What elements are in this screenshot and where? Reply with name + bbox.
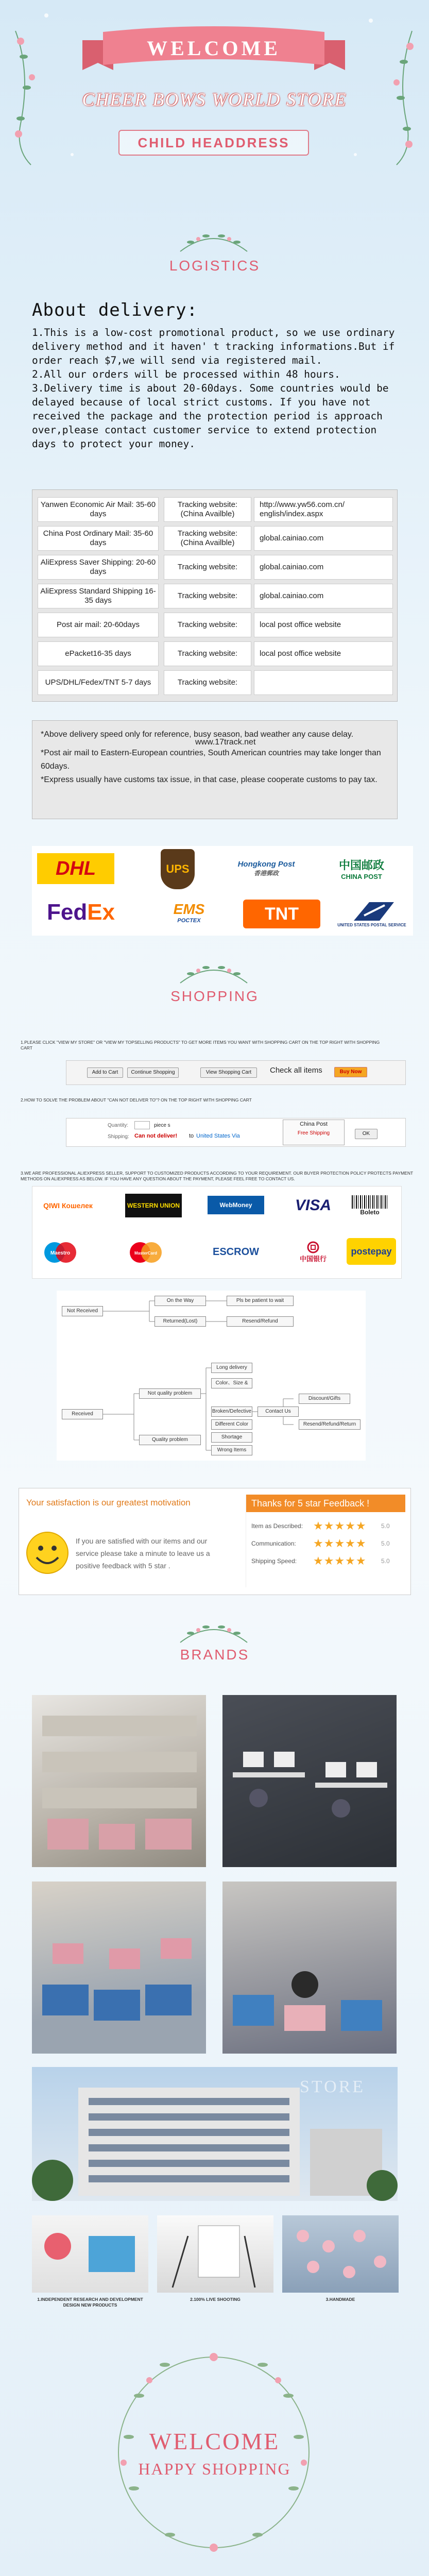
store-watermark: STORE [300,2077,366,2096]
hkpost-cn: 香港郵政 [253,870,279,877]
usps-text: UNITED STATES POSTAL SERVICE [337,922,406,927]
five-star-icon: ★★★★★ [313,1537,367,1550]
tracking-site[interactable]: local post office website [254,613,393,637]
carrier-logos [32,846,413,936]
mastercard-text: MasterCard [134,1251,158,1256]
tracking-site[interactable]: global.cainiao.com [254,584,393,608]
live-shooting-photo [157,2215,273,2293]
tracking-site[interactable]: global.cainiao.com [254,555,393,580]
escrow-logo-icon: ESCROW [213,1246,259,1258]
rating-row [246,1519,405,1535]
chinapost-cn: 中国邮政 [338,859,384,872]
fedex-ex: Ex [87,900,115,925]
shipping-row [38,555,393,580]
flow-discount-gifts: Discount/Gifts [299,1394,350,1404]
tracking-site[interactable]: http://www.yw56.com.cn/ english/index.aspx [254,497,393,522]
delivery-check-bar [66,1118,406,1147]
tracking-label: Tracking website: [164,613,251,637]
tnt-logo-icon: TNT [243,900,320,928]
western-union-logo-icon: WESTERN UNION [125,1194,182,1217]
note-1: *Above delivery speed only for reference, busy season, bad weather any cause delay. [41,730,354,739]
flow-please-wait: Pls be patient to wait [227,1296,294,1306]
shipping-method: AliExpress Saver Shipping: 20-60 days [38,555,159,580]
tracking-link[interactable]: www.17track.net [195,738,256,747]
rating-score: 5.0 [381,1540,390,1547]
office-photo [222,1695,397,1867]
tracking-site[interactable] [254,670,393,695]
ok-button[interactable]: OK [355,1129,377,1139]
workshop-photo-1 [32,1882,206,2054]
check-all-items-text: Check all items [270,1066,322,1075]
quantity-label: Quantity: [108,1123,129,1128]
buy-now-button[interactable]: Buy Now [334,1067,367,1077]
hongkong-post-logo-icon [228,854,305,883]
hkpost-name: Hongkong Post [237,860,295,869]
satisfaction-body: If you are satisfied with our items and our service please take a minute to leave us a positive feedback with 5 star . [76,1537,210,1570]
to-label: to [189,1133,194,1139]
flow-wrong-items: Wrong Items [211,1445,252,1455]
chinapost-en: CHINA POST [341,873,382,880]
rating-score: 5.0 [381,1557,390,1565]
welcome-banner-text: WELCOME [147,37,281,60]
shopping-step-3: 3.WE ARE PROFESSIONAL ALIEXPRESS SELLER, SUPPORT TO CUSTOMIZED PRODUCTS ACCORDING TO YOUR REQUIREMENT. OUR BUYER PROTECTION POLICY PROTECTS PAYMENT METHODS ON ALIEXPRESS AS BELOW. IF YOU HAVE ANY QUESTION ABOUT THE PAYMENT, PLEASE FEEL FREE TO CONTACT US. [21,1171,414,1181]
shipping-method: Post air mail: 20-60days [38,613,159,637]
note-2: *Post air mail to Eastern-European countries, South American countries may take longer than 60days. [41,749,381,771]
tracking-label: Tracking website: [164,555,251,580]
handmade-photo [282,2215,399,2293]
flow-received: Received [62,1409,103,1419]
bank-of-china-logo-icon [285,1240,341,1264]
boc-text: 中国银行 [299,1255,327,1263]
boleto-text: Boleto [360,1209,380,1216]
free-shipping-text: Free Shipping [297,1130,330,1136]
cannot-deliver-text: Can not deliver! [134,1133,178,1139]
quantity-input[interactable] [134,1121,150,1129]
shipping-method: ePacket16-35 days [38,641,159,666]
tracking-site[interactable]: global.cainiao.com [254,526,393,551]
tracking-label: Tracking website: [164,641,251,666]
flow-not-quality: Not quality problem [139,1388,201,1399]
rating-label: Shipping Speed: [251,1557,297,1565]
after-sales-flowchart [57,1291,366,1461]
add-to-cart-button[interactable]: Add to Cart [87,1067,123,1078]
shopping-title: SHOPPING [170,988,259,1004]
about-delivery-text: 1.This is a low-cost promotional product, so we use ordinary delivery method and it haven' t tracking informations.But if order reach $7,we will send via registered mail. 2.All our orders will be processed within 48 hours. 3.Delivery time is about 20-60days. Some countries would be delayed because of local strict customs. If you have not received the package and the protection period is approach over,please contact customer service to extend protection days to protect your money. [32,327,395,450]
shipping-row [38,641,393,666]
tracking-site[interactable]: local post office website [254,641,393,666]
shipping-methods-table [32,489,398,702]
warehouse-photo [32,1695,206,1867]
factory-building-photo [32,2067,398,2201]
ups-logo-icon: UPS [161,849,195,889]
country-select[interactable]: United States Via [196,1133,240,1139]
shipping-method: Yanwen Economic Air Mail: 35-60 days [38,497,159,522]
flow-broken: Broken/Defective [211,1406,252,1417]
footer-welcome: WELCOME [149,2428,280,2454]
flow-different-color: Different Color [211,1419,252,1430]
footer-happy-shopping: HAPPY SHOPPING [138,2460,291,2478]
logistics-title: LOGISTICS [169,258,261,274]
delivery-notes [32,720,398,819]
tracking-label: Tracking website: [164,670,251,695]
qiwi-logo-icon: QIWI Кошелек [43,1201,93,1210]
about-delivery-heading: About delivery: [32,300,198,320]
dhl-logo-icon: DHL [37,853,114,884]
rating-label: Communication: [251,1540,296,1547]
china-post-logo-icon [320,854,403,883]
flow-on-the-way: On the Way [155,1296,206,1306]
subtitle-pill: CHILD HEADDRESS [118,130,309,156]
flow-not-received: Not Received [62,1306,103,1316]
webmoney-logo-icon: WebMoney [208,1196,264,1214]
flow-returned-lost: Returned(Lost) [155,1316,206,1327]
shipping-method: AliExpress Standard Shipping 16-35 days [38,584,159,608]
ems-text: EMS [173,901,205,917]
shipping-row [38,497,393,522]
maestro-logo-icon [40,1238,81,1267]
ems-logo-icon [145,900,233,925]
rating-row [246,1554,405,1570]
design-photo [32,2215,148,2293]
feedback-banner [19,1488,411,1595]
note-3: *Express usually have customs tax issue, in that case, please cooperate customs to pay tax. [41,775,377,784]
view-cart-button[interactable]: View Shopping Cart [200,1067,257,1078]
shopping-step-1: 1.PLEASE CLICK "VIEW MY STORE" OR "VIEW MY TOPSELLING PRODUCTS" TO GET MORE ITEMS YOU WANT WITH SHOPPING CART ON THE TOP RIGHT WITH SHOPPING CART [21,1040,380,1050]
maestro-text: Maestro [50,1250,71,1256]
welcome-ribbon [82,25,345,70]
smiley-face-icon [24,1530,71,1576]
caption-live-shooting: 2.100% LIVE SHOOTING [190,2297,241,2302]
five-star-icon: ★★★★★ [313,1519,367,1532]
continue-shopping-button[interactable]: Continue Shopping [127,1067,179,1078]
rating-score: 5.0 [381,1522,390,1530]
tracking-label: Tracking website: (China Availble) [164,497,251,522]
shipping-row [38,613,393,637]
flow-resend-refund: Resend/Refund [227,1316,294,1327]
shipping-label: Shipping: [108,1134,129,1140]
shipping-method: UPS/DHL/Fedex/TNT 5-7 days [38,670,159,695]
usps-logo-icon [336,895,408,931]
flow-long-delivery: Long delivery [211,1363,252,1373]
tracking-label: Tracking website: (China Availble) [164,526,251,551]
flow-color-size: Color、Size & [211,1378,252,1388]
shipping-method: China Post Ordinary Mail: 35-60 days [38,526,159,551]
flow-shortage: Shortage [211,1432,252,1443]
five-star-icon: ★★★★★ [313,1554,367,1567]
satisfaction-title: Your satisfaction is our greatest motivation [26,1498,191,1507]
visa-logo-icon: VISA [295,1197,332,1214]
thanks-banner: Thanks for 5 star Feedback ! [246,1495,405,1512]
brands-title: BRANDS [180,1647,250,1663]
piece-label: piece s [154,1123,170,1128]
china-post-option: China Post [300,1121,328,1127]
shipping-option-box[interactable] [283,1120,345,1145]
caption-design: 1.INDEPENDENT RESEARCH AND DEVELOPMENT DESIGN NEW PRODUCTS [37,2297,143,2308]
tracking-label: Tracking website: [164,584,251,608]
flow-resend-refund-return: Resend/Refund/Return [299,1419,361,1430]
shipping-row [38,584,393,608]
shipping-row [38,526,393,551]
payment-methods [32,1186,402,1279]
store-title: CHEER BOWS WORLD STORE [82,89,347,110]
cart-buttons-bar [66,1060,406,1085]
rating-label: Item as Described: [251,1522,303,1530]
shopping-step-2: 2.HOW TO SOLVE THE PROBLEM ABOUT "CAN NOT DELIVER TO"? ON THE TOP RIGHT WITH SHOPPING CART [21,1097,252,1103]
workshop-photo-2 [222,1882,397,2054]
caption-handmade: 3.HANDMADE [325,2297,355,2302]
postepay-logo-icon: postepay [347,1238,396,1265]
fedex-logo-icon [37,895,125,929]
flow-quality: Quality problem [139,1435,201,1445]
ems-sub: POCTEX [177,918,201,924]
flow-contact-us[interactable]: Contact Us [258,1406,299,1417]
mastercard-logo-icon [125,1238,166,1267]
shipping-row [38,670,393,695]
fedex-fed: Fed [46,900,88,925]
boleto-logo-icon [347,1192,393,1219]
rating-row [246,1537,405,1552]
